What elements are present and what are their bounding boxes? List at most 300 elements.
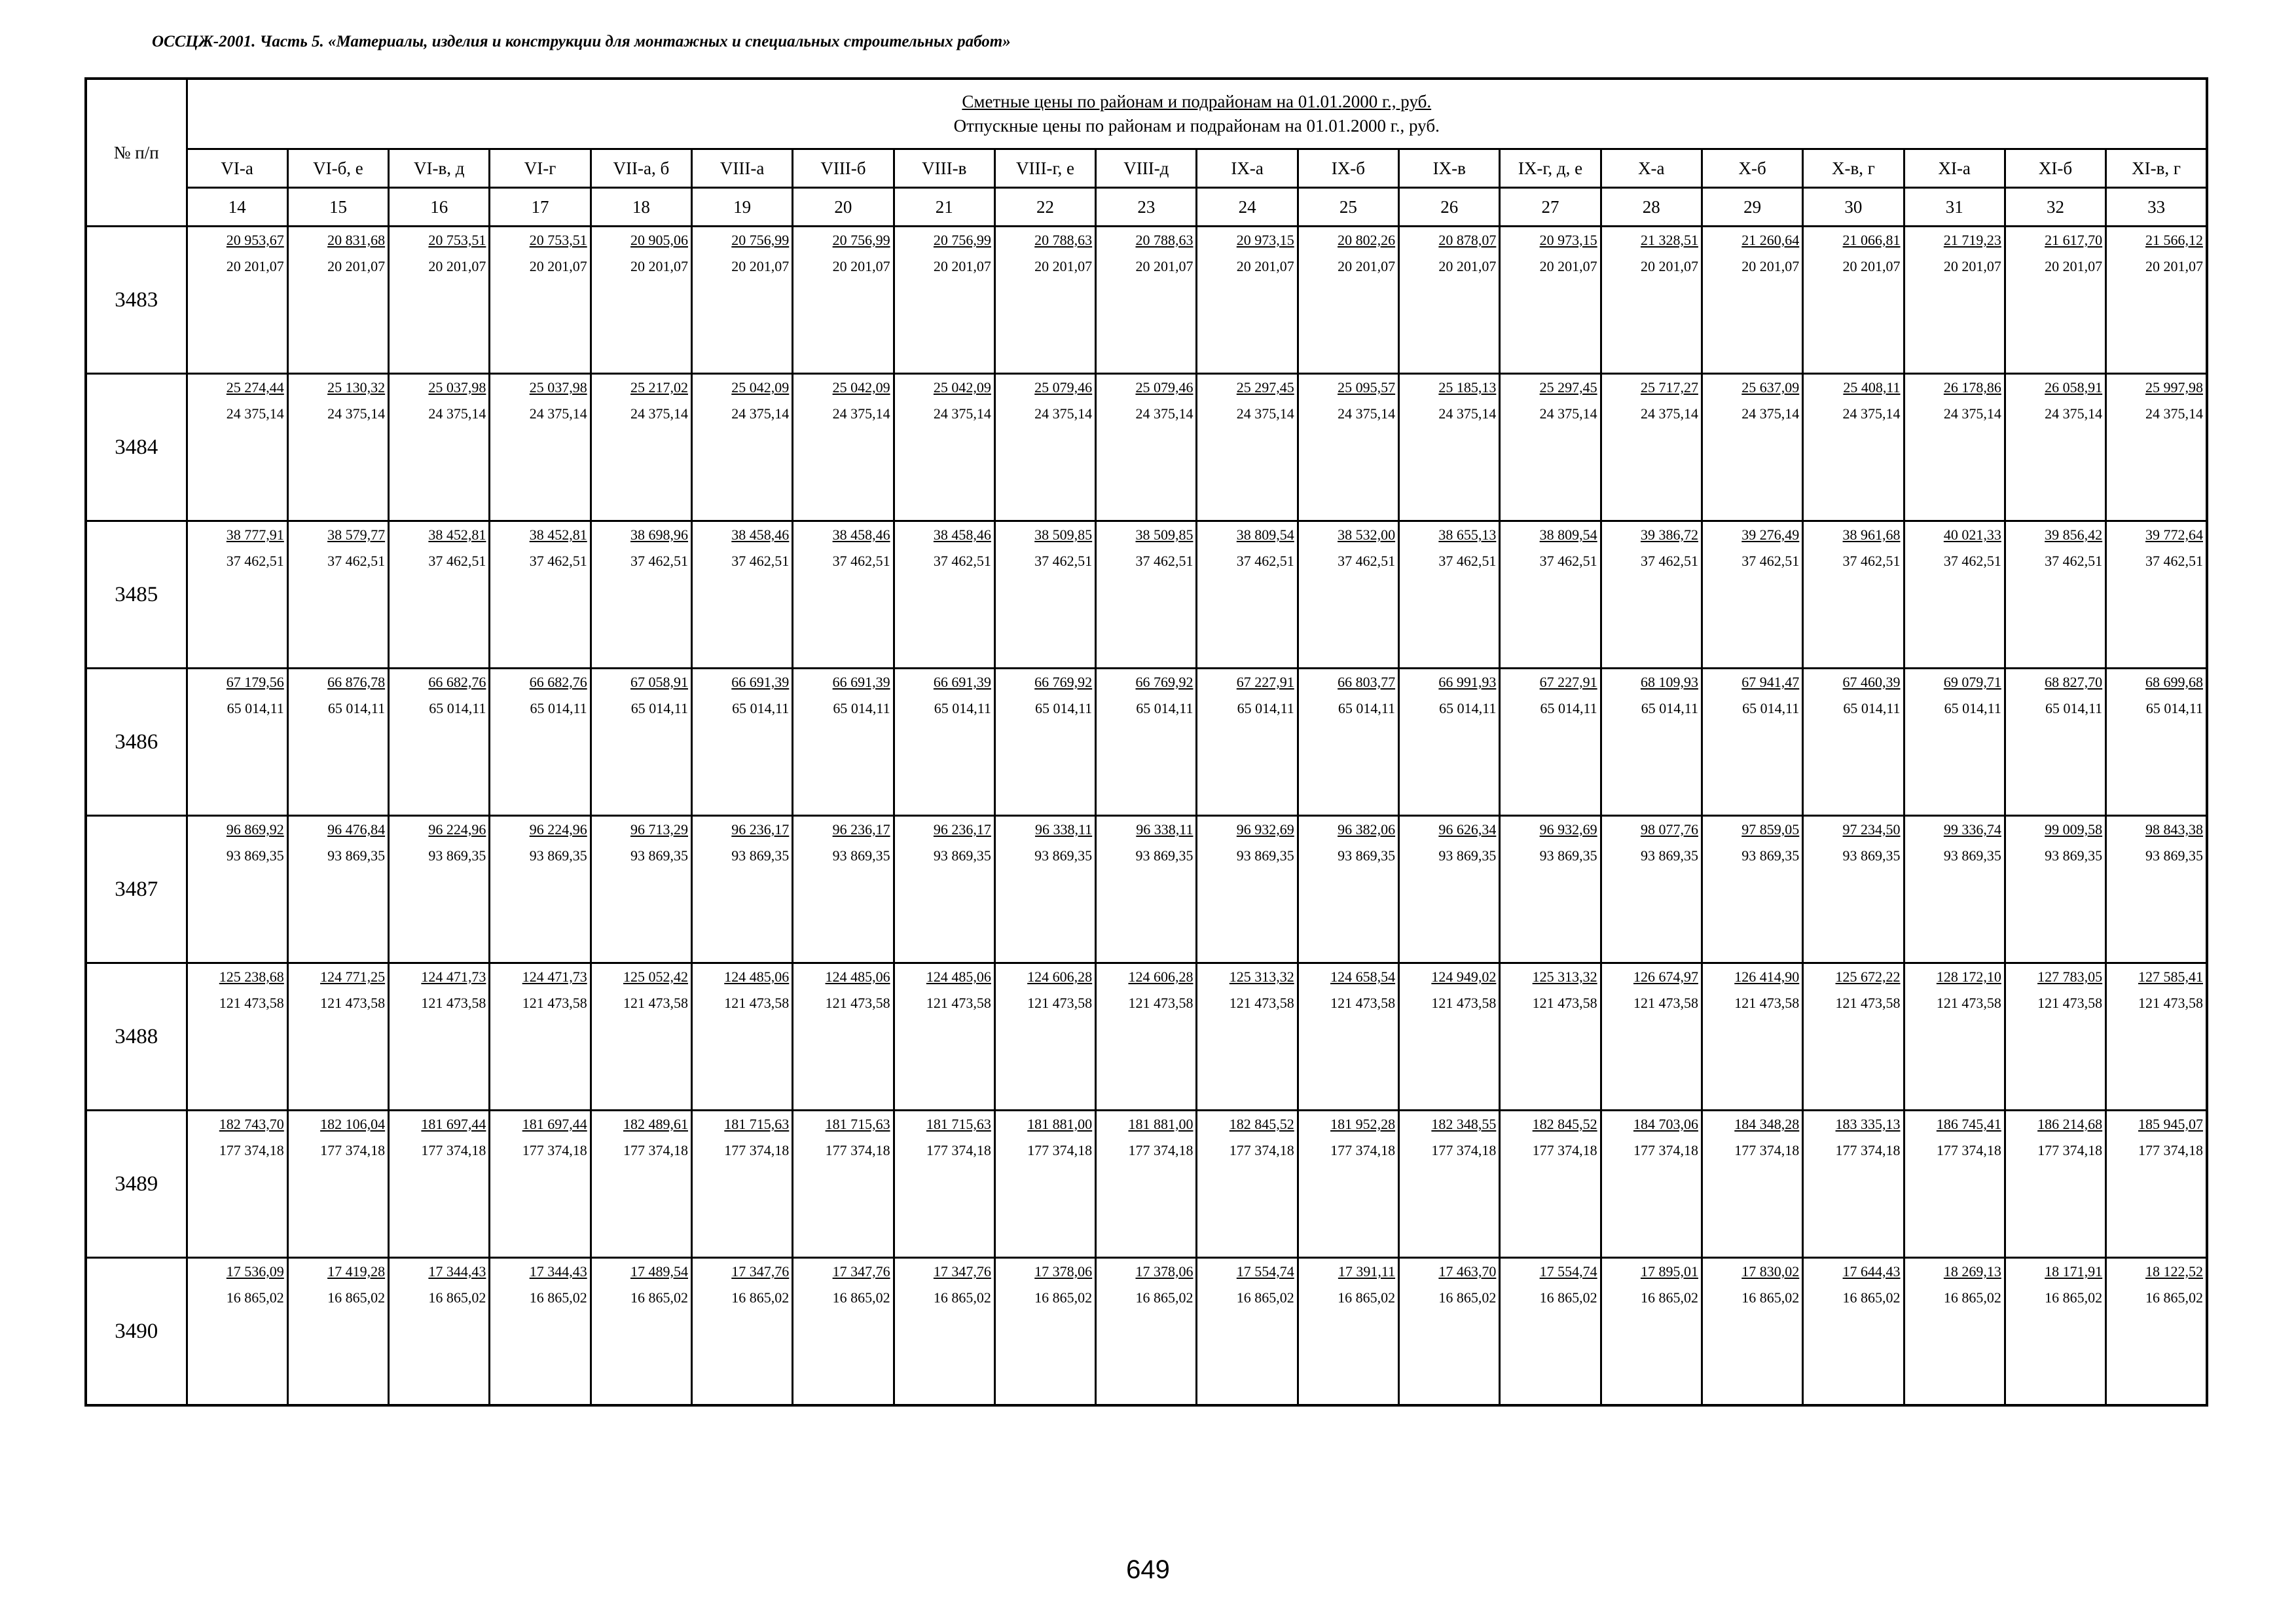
- estimate-price: 96 626,34: [1438, 821, 1497, 838]
- release-price: 37 462,51: [1135, 553, 1194, 569]
- estimate-price: 97 859,05: [1741, 821, 1800, 838]
- estimate-price: 25 037,98: [529, 379, 587, 396]
- estimate-price: 181 715,63: [926, 1116, 991, 1132]
- estimate-price: 96 236,17: [832, 821, 890, 838]
- estimate-price: 96 932,69: [1236, 821, 1294, 838]
- price-table-body: [86, 227, 2207, 1406]
- release-price: 93 869,35: [226, 847, 284, 864]
- release-price: 65 014,11: [2045, 700, 2103, 716]
- region-header: VIII-в: [894, 149, 994, 188]
- release-price: 20 201,07: [2045, 258, 2103, 274]
- estimate-price: 66 991,93: [1438, 674, 1497, 690]
- price-cell: [894, 1111, 994, 1258]
- row-number: 3487: [86, 816, 187, 963]
- estimate-price: 21 566,12: [2145, 232, 2203, 248]
- estimate-price: 67 179,56: [226, 674, 284, 690]
- estimate-price: 96 932,69: [1539, 821, 1597, 838]
- release-price: 177 374,18: [1532, 1142, 1597, 1158]
- price-cell: [1197, 963, 1298, 1111]
- release-price: 121 473,58: [724, 995, 790, 1011]
- region-header: IX-в: [1399, 149, 1500, 188]
- estimate-price: 68 109,93: [1640, 674, 1698, 690]
- price-cell: [1702, 669, 1802, 816]
- estimate-price: 18 122,52: [2145, 1263, 2203, 1280]
- estimate-price: 17 347,76: [731, 1263, 790, 1280]
- estimate-price: 38 809,54: [1539, 526, 1597, 543]
- release-price: 20 201,07: [327, 258, 386, 274]
- column-number-row: [86, 188, 2207, 227]
- release-price: 16 865,02: [1438, 1289, 1497, 1306]
- price-cell: [490, 521, 591, 669]
- price-cell: [793, 816, 894, 963]
- estimate-price: 25 095,57: [1338, 379, 1396, 396]
- release-price: 121 473,58: [320, 995, 386, 1011]
- estimate-price: 124 606,28: [1027, 969, 1093, 985]
- price-cell: [1197, 669, 1298, 816]
- price-cell: [2005, 521, 2105, 669]
- estimate-price: 181 881,00: [1128, 1116, 1194, 1132]
- column-number: 29: [1702, 188, 1802, 227]
- release-price: 65 014,11: [1540, 700, 1597, 716]
- column-number: 30: [1803, 188, 1904, 227]
- price-cell: [1298, 227, 1398, 374]
- region-header: IX-а: [1197, 149, 1298, 188]
- release-price: 20 201,07: [1438, 258, 1497, 274]
- release-price: 121 473,58: [2037, 995, 2103, 1011]
- region-header: VI-г: [490, 149, 591, 188]
- price-cell: [1803, 963, 1904, 1111]
- release-price: 16 865,02: [2045, 1289, 2103, 1306]
- estimate-price: 182 845,52: [1532, 1116, 1597, 1132]
- region-header: XI-б: [2005, 149, 2105, 188]
- column-number: 31: [1904, 188, 2005, 227]
- region-header: X-а: [1601, 149, 1702, 188]
- release-price: 93 869,35: [327, 847, 386, 864]
- price-cell: [187, 521, 287, 669]
- estimate-price: 26 178,86: [1943, 379, 2001, 396]
- release-price: 20 201,07: [630, 258, 688, 274]
- region-header: VIII-д: [1096, 149, 1197, 188]
- release-price: 93 869,35: [1842, 847, 1901, 864]
- estimate-price: 125 238,68: [219, 969, 284, 985]
- release-price: 20 201,07: [2145, 258, 2203, 274]
- estimate-price: 25 297,45: [1236, 379, 1294, 396]
- table-row: [86, 669, 2207, 816]
- release-price: 24 375,14: [2145, 405, 2203, 422]
- region-header: VI-б, е: [287, 149, 388, 188]
- estimate-price: 66 876,78: [327, 674, 386, 690]
- release-price: 121 473,58: [219, 995, 284, 1011]
- price-cell: [994, 1258, 1095, 1406]
- estimate-price: 181 715,63: [724, 1116, 790, 1132]
- release-price: 93 869,35: [529, 847, 587, 864]
- release-price: 93 869,35: [1135, 847, 1194, 864]
- release-price: 24 375,14: [428, 405, 486, 422]
- price-cell: [1500, 816, 1601, 963]
- estimate-price: 96 236,17: [731, 821, 790, 838]
- release-price: 177 374,18: [2138, 1142, 2203, 1158]
- release-price: 20 201,07: [1640, 258, 1698, 274]
- estimate-price: 17 419,28: [327, 1263, 386, 1280]
- price-cell: [1904, 374, 2005, 521]
- price-cell: [1500, 1111, 1601, 1258]
- table-row: [86, 374, 2207, 521]
- release-price: 24 375,14: [630, 405, 688, 422]
- estimate-price: 17 378,06: [1135, 1263, 1194, 1280]
- price-cell: [1197, 374, 1298, 521]
- estimate-price: 25 037,98: [428, 379, 486, 396]
- estimate-price: 25 297,45: [1539, 379, 1597, 396]
- release-price: 20 201,07: [731, 258, 790, 274]
- price-cell: [1096, 374, 1197, 521]
- estimate-price: 66 682,76: [428, 674, 486, 690]
- release-price: 121 473,58: [421, 995, 486, 1011]
- price-cell: [994, 816, 1095, 963]
- release-price: 20 201,07: [428, 258, 486, 274]
- estimate-price: 39 386,72: [1640, 526, 1698, 543]
- estimate-price: 124 471,73: [522, 969, 587, 985]
- price-cell: [994, 374, 1095, 521]
- price-cell: [389, 963, 490, 1111]
- release-price: 37 462,51: [2045, 553, 2103, 569]
- column-number: 15: [287, 188, 388, 227]
- release-price: 20 201,07: [226, 258, 284, 274]
- release-price: 121 473,58: [1330, 995, 1396, 1011]
- release-price: 93 869,35: [1236, 847, 1294, 864]
- price-cell: [287, 1258, 388, 1406]
- estimate-price: 182 489,61: [623, 1116, 688, 1132]
- price-cell: [2106, 227, 2207, 374]
- column-number: 14: [187, 188, 287, 227]
- release-price: 177 374,18: [2037, 1142, 2103, 1158]
- price-cell: [591, 521, 691, 669]
- table-row: [86, 963, 2207, 1111]
- price-cell: [591, 227, 691, 374]
- release-price: 20 201,07: [1539, 258, 1597, 274]
- release-price: 16 865,02: [327, 1289, 386, 1306]
- estimate-price: 40 021,33: [1943, 526, 2001, 543]
- release-price: 65 014,11: [630, 700, 688, 716]
- estimate-price: 66 682,76: [529, 674, 587, 690]
- estimate-price: 39 772,64: [2145, 526, 2203, 543]
- release-price: 177 374,18: [1431, 1142, 1497, 1158]
- release-price: 121 473,58: [1027, 995, 1093, 1011]
- price-cell: [490, 227, 591, 374]
- estimate-price: 38 452,81: [428, 526, 486, 543]
- estimate-price: 124 658,54: [1330, 969, 1396, 985]
- release-price: 16 865,02: [1135, 1289, 1194, 1306]
- price-cell: [994, 963, 1095, 1111]
- release-price: 93 869,35: [933, 847, 991, 864]
- price-cell: [894, 816, 994, 963]
- release-price: 93 869,35: [832, 847, 890, 864]
- price-cell: [1197, 521, 1298, 669]
- estimate-price: 66 769,92: [1135, 674, 1194, 690]
- estimate-price: 96 713,29: [630, 821, 688, 838]
- release-price: 121 473,58: [825, 995, 890, 1011]
- price-cell: [287, 816, 388, 963]
- estimate-price: 38 458,46: [933, 526, 991, 543]
- estimate-price: 17 489,54: [630, 1263, 688, 1280]
- price-cell: [691, 816, 792, 963]
- estimate-price: 181 881,00: [1027, 1116, 1093, 1132]
- estimate-price: 96 338,11: [1034, 821, 1093, 838]
- price-cell: [1298, 521, 1398, 669]
- release-price: 20 201,07: [1943, 258, 2001, 274]
- price-cell: [793, 1111, 894, 1258]
- release-price-title: Отпускные цены по районам и подрайонам на 01.01.2000 г., руб.: [953, 116, 1440, 136]
- estimate-price: 17 554,74: [1539, 1263, 1597, 1280]
- release-price: 93 869,35: [1438, 847, 1497, 864]
- release-price: 16 865,02: [1842, 1289, 1901, 1306]
- price-cell: [2106, 1111, 2207, 1258]
- release-price: 65 014,11: [1439, 700, 1497, 716]
- price-cell: [691, 963, 792, 1111]
- release-price: 24 375,14: [1236, 405, 1294, 422]
- price-cell: [1904, 227, 2005, 374]
- release-price: 177 374,18: [522, 1142, 587, 1158]
- release-price: 37 462,51: [1741, 553, 1800, 569]
- estimate-price: 20 831,68: [327, 232, 386, 248]
- price-cell: [2005, 1258, 2105, 1406]
- estimate-price: 96 224,96: [529, 821, 587, 838]
- price-cell: [1803, 521, 1904, 669]
- estimate-price: 39 856,42: [2045, 526, 2103, 543]
- row-number: 3483: [86, 227, 187, 374]
- estimate-price: 20 753,51: [428, 232, 486, 248]
- price-cell: [2005, 669, 2105, 816]
- release-price: 65 014,11: [934, 700, 991, 716]
- estimate-price: 17 347,76: [933, 1263, 991, 1280]
- price-cell: [490, 1258, 591, 1406]
- estimate-price: 184 703,06: [1633, 1116, 1698, 1132]
- release-price: 16 865,02: [1338, 1289, 1396, 1306]
- estimate-price: 25 185,13: [1438, 379, 1497, 396]
- price-cell: [1298, 816, 1398, 963]
- estimate-price: 66 691,39: [731, 674, 790, 690]
- release-price: 65 014,11: [1944, 700, 2001, 716]
- release-price: 121 473,58: [2138, 995, 2203, 1011]
- estimate-price: 125 313,32: [1229, 969, 1294, 985]
- release-price: 37 462,51: [428, 553, 486, 569]
- price-cell: [1500, 374, 1601, 521]
- release-price: 20 201,07: [933, 258, 991, 274]
- table-row: [86, 1111, 2207, 1258]
- release-price: 16 865,02: [630, 1289, 688, 1306]
- estimate-price: 38 509,85: [1034, 526, 1093, 543]
- price-cell: [1904, 1258, 2005, 1406]
- release-price: 37 462,51: [327, 553, 386, 569]
- price-cell: [1803, 374, 1904, 521]
- price-cell: [1197, 816, 1298, 963]
- estimate-price: 20 756,99: [933, 232, 991, 248]
- price-cell: [2005, 1111, 2105, 1258]
- release-price: 24 375,14: [1438, 405, 1497, 422]
- estimate-price: 17 895,01: [1640, 1263, 1698, 1280]
- document-header: ОССЦЖ-2001. Часть 5. «Материалы, изделия и конструкции для монтажных и специальных строительных работ»: [152, 33, 1011, 50]
- estimate-price: 186 745,41: [1936, 1116, 2001, 1132]
- release-price: 65 014,11: [227, 700, 284, 716]
- estimate-price: 126 674,97: [1633, 969, 1698, 985]
- region-header: XI-а: [1904, 149, 2005, 188]
- release-price: 37 462,51: [1539, 553, 1597, 569]
- price-cell: [793, 669, 894, 816]
- release-price: 121 473,58: [1936, 995, 2001, 1011]
- price-cell: [1399, 521, 1500, 669]
- column-number: 16: [389, 188, 490, 227]
- estimate-price: 18 269,13: [1943, 1263, 2001, 1280]
- price-cell: [1298, 1258, 1398, 1406]
- price-cell: [187, 669, 287, 816]
- price-cell: [2106, 521, 2207, 669]
- price-cell: [2005, 816, 2105, 963]
- price-cell: [1904, 669, 2005, 816]
- release-price: 37 462,51: [2145, 553, 2203, 569]
- release-price: 121 473,58: [926, 995, 991, 1011]
- price-cell: [1197, 1258, 1298, 1406]
- price-cell: [1601, 227, 1702, 374]
- release-price: 121 473,58: [522, 995, 587, 1011]
- estimate-price: 25 079,46: [1034, 379, 1093, 396]
- release-price: 20 201,07: [1842, 258, 1901, 274]
- price-cell: [1197, 1111, 1298, 1258]
- estimate-price: 21 719,23: [1943, 232, 2001, 248]
- estimate-price: 181 697,44: [522, 1116, 587, 1132]
- release-price: 177 374,18: [724, 1142, 790, 1158]
- estimate-price: 38 458,46: [832, 526, 890, 543]
- estimate-price: 38 532,00: [1338, 526, 1396, 543]
- estimate-price: 38 698,96: [630, 526, 688, 543]
- price-cell: [793, 1258, 894, 1406]
- release-price: 16 865,02: [1034, 1289, 1093, 1306]
- price-cell: [894, 227, 994, 374]
- price-cell: [389, 669, 490, 816]
- price-cell: [894, 1258, 994, 1406]
- estimate-price: 25 274,44: [226, 379, 284, 396]
- release-price: 177 374,18: [1633, 1142, 1698, 1158]
- release-price: 37 462,51: [226, 553, 284, 569]
- release-price: 20 201,07: [1135, 258, 1194, 274]
- price-cell: [591, 963, 691, 1111]
- estimate-price: 98 077,76: [1640, 821, 1698, 838]
- price-cell: [1702, 816, 1802, 963]
- release-price: 177 374,18: [1734, 1142, 1800, 1158]
- price-cell: [389, 227, 490, 374]
- release-price: 37 462,51: [1338, 553, 1396, 569]
- price-cell: [1702, 227, 1802, 374]
- region-header-row: [86, 149, 2207, 188]
- release-price: 177 374,18: [219, 1142, 284, 1158]
- price-cell: [2005, 374, 2105, 521]
- estimate-price: 17 347,76: [832, 1263, 890, 1280]
- estimate-price: 96 338,11: [1136, 821, 1194, 838]
- price-cell: [1399, 963, 1500, 1111]
- release-price: 24 375,14: [933, 405, 991, 422]
- price-cell: [490, 1111, 591, 1258]
- release-price: 93 869,35: [2045, 847, 2103, 864]
- price-cell: [1500, 521, 1601, 669]
- estimate-price: 17 391,11: [1338, 1263, 1396, 1280]
- release-price: 177 374,18: [1128, 1142, 1194, 1158]
- price-cell: [591, 374, 691, 521]
- release-price: 16 865,02: [832, 1289, 890, 1306]
- estimate-price: 96 476,84: [327, 821, 386, 838]
- price-cell: [591, 816, 691, 963]
- price-cell: [1399, 374, 1500, 521]
- estimate-price: 98 843,38: [2145, 821, 2203, 838]
- price-cell: [2106, 1258, 2207, 1406]
- price-cell: [1904, 1111, 2005, 1258]
- price-cell: [1904, 963, 2005, 1111]
- price-cell: [1803, 1258, 1904, 1406]
- price-cell: [389, 521, 490, 669]
- release-price: 121 473,58: [1229, 995, 1294, 1011]
- column-number: 17: [490, 188, 591, 227]
- release-price: 20 201,07: [1338, 258, 1396, 274]
- estimate-price: 18 171,91: [2045, 1263, 2103, 1280]
- estimate-price: 127 783,05: [2037, 969, 2103, 985]
- release-price: 177 374,18: [1229, 1142, 1294, 1158]
- price-cell: [1803, 816, 1904, 963]
- region-header: VIII-г, е: [994, 149, 1095, 188]
- release-price: 20 201,07: [1236, 258, 1294, 274]
- region-header: VI-в, д: [389, 149, 490, 188]
- price-cell: [1601, 374, 1702, 521]
- column-number: 28: [1601, 188, 1702, 227]
- release-price: 121 473,58: [1431, 995, 1497, 1011]
- release-price: 65 014,11: [530, 700, 587, 716]
- release-price: 93 869,35: [1640, 847, 1698, 864]
- column-number: 22: [994, 188, 1095, 227]
- release-price: 177 374,18: [1835, 1142, 1901, 1158]
- price-cell: [691, 1258, 792, 1406]
- price-cell: [1803, 227, 1904, 374]
- estimate-price: 25 042,09: [832, 379, 890, 396]
- estimate-price: 20 802,26: [1338, 232, 1396, 248]
- price-cell: [287, 521, 388, 669]
- row-number: 3490: [86, 1258, 187, 1406]
- release-price: 16 865,02: [428, 1289, 486, 1306]
- row-number: 3485: [86, 521, 187, 669]
- release-price: 24 375,14: [731, 405, 790, 422]
- price-cell: [490, 816, 591, 963]
- estimate-price: 38 452,81: [529, 526, 587, 543]
- release-price: 93 869,35: [1034, 847, 1093, 864]
- price-cell: [187, 963, 287, 1111]
- estimate-price: 67 227,91: [1539, 674, 1597, 690]
- column-number: 21: [894, 188, 994, 227]
- release-price: 16 865,02: [933, 1289, 991, 1306]
- region-header: IX-г, д, е: [1500, 149, 1601, 188]
- price-cell: [894, 521, 994, 669]
- estimate-price: 127 585,41: [2138, 969, 2203, 985]
- release-price: 16 865,02: [226, 1289, 284, 1306]
- price-cell: [691, 374, 792, 521]
- release-price: 65 014,11: [833, 700, 890, 716]
- estimate-price: 20 788,63: [1135, 232, 1194, 248]
- price-cell: [389, 816, 490, 963]
- table-row: [86, 521, 2207, 669]
- table-row: [86, 816, 2207, 963]
- price-cell: [187, 816, 287, 963]
- price-cell: [389, 1258, 490, 1406]
- price-cell: [2106, 669, 2207, 816]
- price-cell: [1500, 963, 1601, 1111]
- price-cell: [2106, 374, 2207, 521]
- price-cell: [1702, 1258, 1802, 1406]
- release-price: 16 865,02: [1640, 1289, 1698, 1306]
- release-price: 24 375,14: [1640, 405, 1698, 422]
